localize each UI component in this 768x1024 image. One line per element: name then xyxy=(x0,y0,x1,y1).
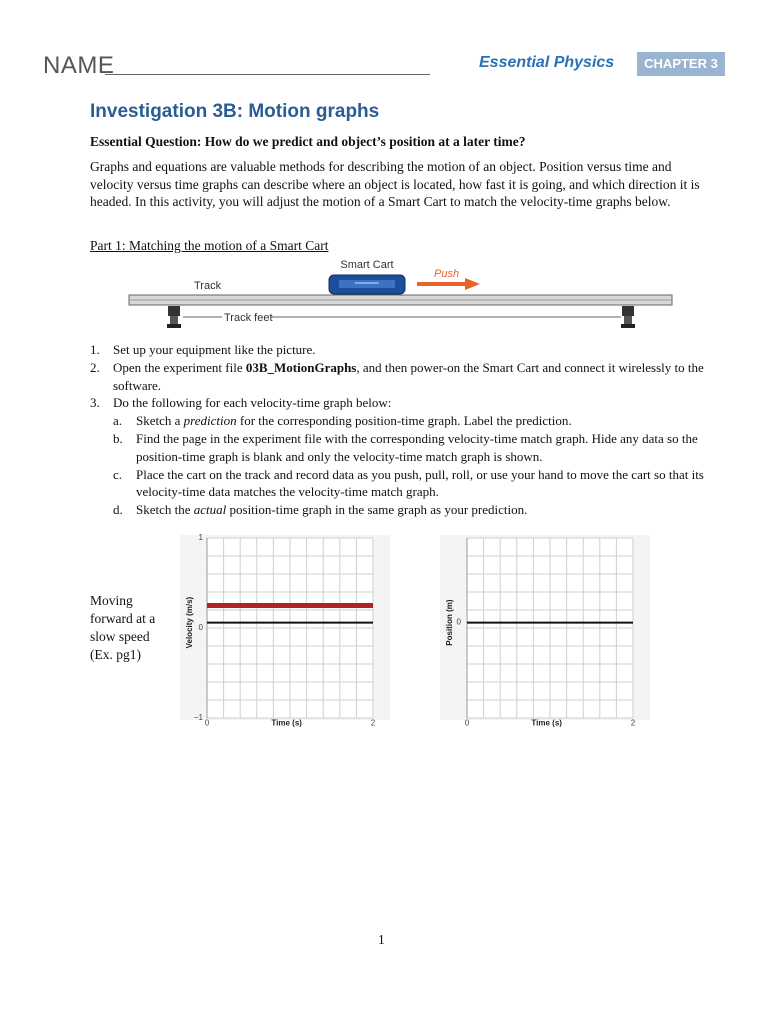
y-tick-label: 0 xyxy=(456,617,461,627)
y-tick-label: 0 xyxy=(198,623,203,633)
track-foot-right xyxy=(621,306,635,328)
experiment-file-name: 03B_MotionGraphs xyxy=(245,359,357,375)
intro-paragraph: Graphs and equations are valuable methods for describing the motion of an object. Position versus time and velocity versus time graphs can describe where an object is located, how fast it is going, and which direction it is headed. In this activity, you will adjust the motion of a Smart Cart to match the velocity-time graphs below. xyxy=(90,159,700,209)
step-2: 2. Open the experiment file 03B_MotionGraphs, and then power-on the Smart Cart and connect it wirelessly to the software. xyxy=(90,359,704,393)
x-axis-label: Time (s) xyxy=(531,718,562,728)
smart-cart-label: Smart Cart xyxy=(340,259,394,271)
y-tick-label: −1 xyxy=(193,713,203,723)
y-axis-label: Position (m) xyxy=(445,599,454,646)
essential-question: Essential Question: How do we predict and object’s position at a later time? xyxy=(90,134,526,149)
y-tick-label: 1 xyxy=(198,533,203,543)
x-tick-label: 2 xyxy=(370,718,376,728)
page-title: Investigation 3B: Motion graphs xyxy=(90,101,380,122)
name-label: NAME xyxy=(43,52,115,79)
position-time-graph[interactable] xyxy=(440,535,650,728)
track-feet-label: Track feet xyxy=(224,312,273,324)
step-1: 1. Set up your equipment like the picture. xyxy=(90,342,316,357)
step-3c: c. Place the cart on the track and record data as you push, pull, roll, or use your hand to move the cart so that its velocity-time data matches the velocity-time match graph. xyxy=(113,466,704,500)
name-line[interactable] xyxy=(105,74,430,75)
track-foot-left xyxy=(167,306,181,328)
x-axis-label: Time (s) xyxy=(271,718,302,728)
x-tick-label: 2 xyxy=(630,718,636,728)
velocity-time-graph[interactable] xyxy=(180,533,390,728)
step-3: 3. Do the following for each velocity-time graph below: xyxy=(90,395,392,411)
x-tick-label: 0 xyxy=(464,718,470,728)
track-label: Track xyxy=(194,280,222,292)
motion-row-label: Moving forward at a slow speed (Ex. pg1) xyxy=(90,593,156,662)
step-3b: b. Find the page in the experiment file with the corresponding velocity-time match graph. Hide any data so the position-time graph is blank and only the velocity-time match graph is shown. xyxy=(113,430,698,464)
push-label: Push xyxy=(434,268,460,280)
equipment-diagram xyxy=(125,254,680,336)
chapter-badge: CHAPTER 3 xyxy=(637,52,725,76)
part1-heading: Part 1: Matching the motion of a Smart Cart xyxy=(90,238,329,253)
steps-list xyxy=(90,341,715,519)
brand-title: Essential Physics xyxy=(479,54,615,71)
step-3d: d. Sketch the actual position-time graph in the same graph as your prediction. xyxy=(113,502,528,518)
y-axis-label: Velocity (m/s) xyxy=(185,596,194,649)
step-3a: a. Sketch a prediction for the corresponding position-time graph. Label the prediction. xyxy=(113,413,572,429)
x-tick-label: 0 xyxy=(204,718,210,728)
page-number: 1 xyxy=(378,932,385,947)
